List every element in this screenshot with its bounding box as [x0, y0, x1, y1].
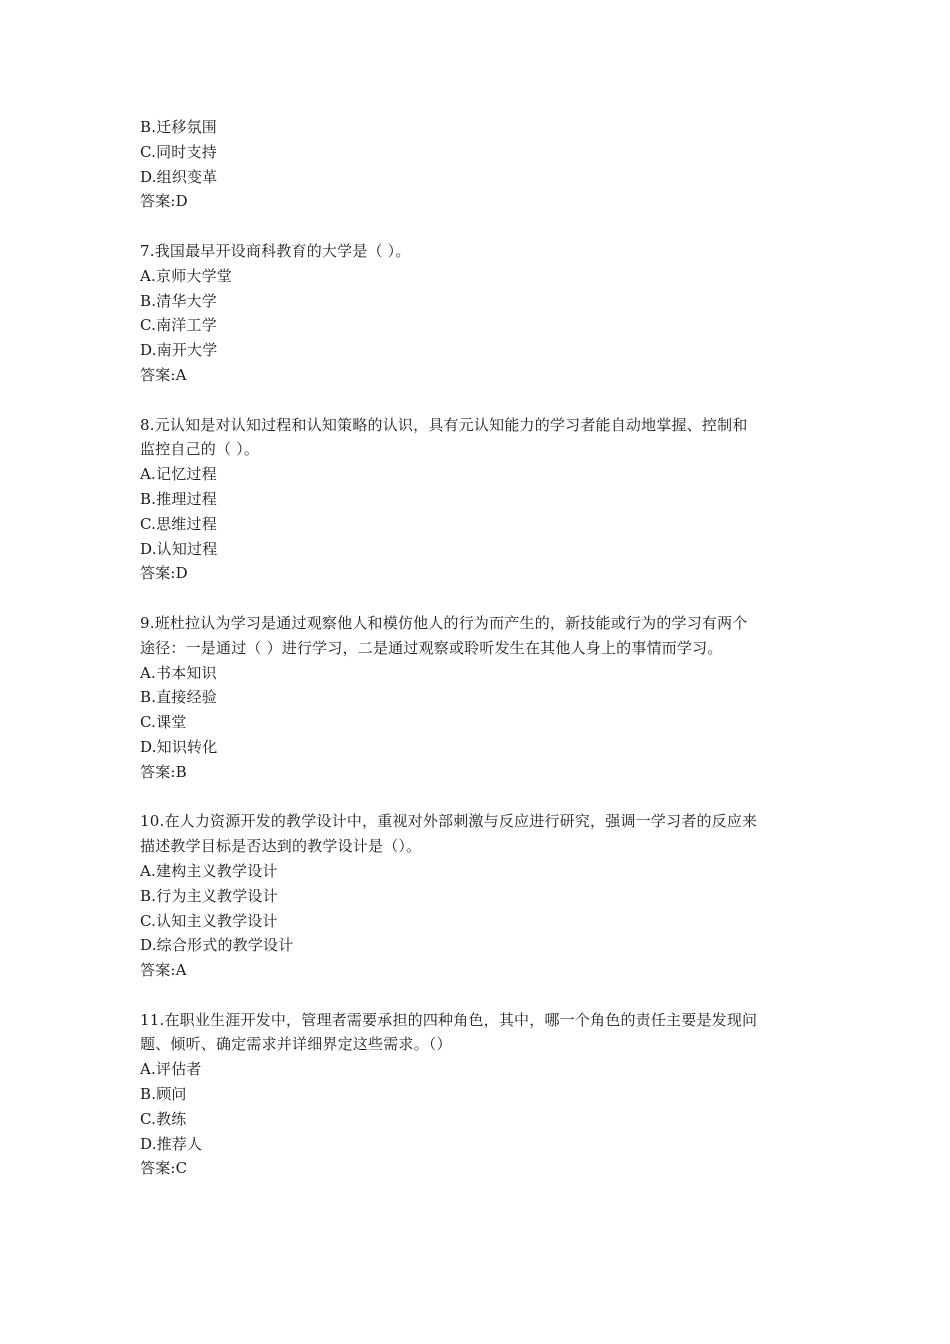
option-a: A.评估者: [140, 1060, 202, 1079]
option-b: B.迁移氛围: [140, 118, 217, 136]
question-text: 9.班杜拉认为学习是通过观察他人和模仿他人的行为而产生的，新技能或行为的学习有两个: [140, 613, 748, 632]
question-9: [140, 611, 820, 785]
spacer: [140, 388, 820, 413]
question-text: 8.元认知是对认知过程和认知策略的认识，具有元认知能力的学习者能自动地掌握、控制和: [140, 415, 748, 434]
option-b: B.直接经验: [140, 688, 217, 707]
option-c: C.同时支持: [140, 142, 217, 161]
document-page: [140, 115, 820, 1181]
option-a: A.记忆过程: [140, 465, 217, 484]
question-text: 7.我国最早开设商科教育的大学是（ ）。: [140, 241, 411, 260]
question-text-cont: 题、倾听、确定需求并详细界定这些需求。（）: [140, 1035, 452, 1054]
option-b: B.推理过程: [140, 489, 217, 508]
option-d: D.南开大学: [140, 341, 218, 360]
option-c: C.思维过程: [140, 514, 217, 533]
spacer: [140, 983, 820, 1008]
option-b: B.顾问: [140, 1085, 187, 1104]
option-c: C.教练: [140, 1109, 187, 1128]
question-8: [140, 413, 820, 587]
question-text: 10.在人力资源开发的教学设计中，重视对外部刺激与反应进行研究，强调一学习者的反应来: [140, 812, 758, 831]
answer: 答案:A: [140, 961, 187, 980]
option-a: A.京师大学堂: [140, 266, 233, 285]
option-b: B.行为主义教学设计: [140, 886, 278, 905]
option-d: D.知识转化: [140, 737, 218, 756]
option-a: A.书本知识: [140, 663, 217, 682]
answer: 答案:B: [140, 762, 187, 781]
question-6-tail: [140, 115, 820, 214]
answer: 答案:A: [140, 365, 187, 384]
question-7: [140, 239, 820, 388]
option-c: C.课堂: [140, 713, 187, 732]
option-c: C.认知主义教学设计: [140, 911, 278, 930]
question-text: 11.在职业生涯开发中，管理者需要承担的四种角色，其中，哪一个角色的责任主要是发现问: [140, 1010, 758, 1029]
option-a: A.建构主义教学设计: [140, 861, 278, 880]
option-d: D.组织变革: [140, 167, 218, 186]
answer: 答案:C: [140, 1159, 188, 1178]
question-text-cont: 描述教学目标是否达到的教学设计是（）。: [140, 837, 422, 856]
spacer: [140, 214, 820, 239]
option-c: C.南洋工学: [140, 316, 217, 335]
option-b: B.清华大学: [140, 291, 217, 310]
option-d: D.认知过程: [140, 539, 218, 558]
question-text-cont: 途径：一是通过（ ）进行学习，二是通过观察或聆听发生在其他人身上的事情而学习。: [140, 638, 723, 657]
question-11: [140, 1008, 820, 1182]
spacer: [140, 586, 820, 611]
option-d: D.综合形式的教学设计: [140, 936, 294, 955]
question-10: [140, 809, 820, 983]
answer: 答案:D: [140, 192, 188, 211]
spacer: [140, 785, 820, 810]
question-text-cont: 监控自己的（ ）。: [140, 440, 260, 459]
option-d: D.推荐人: [140, 1134, 203, 1153]
answer: 答案:D: [140, 564, 188, 583]
